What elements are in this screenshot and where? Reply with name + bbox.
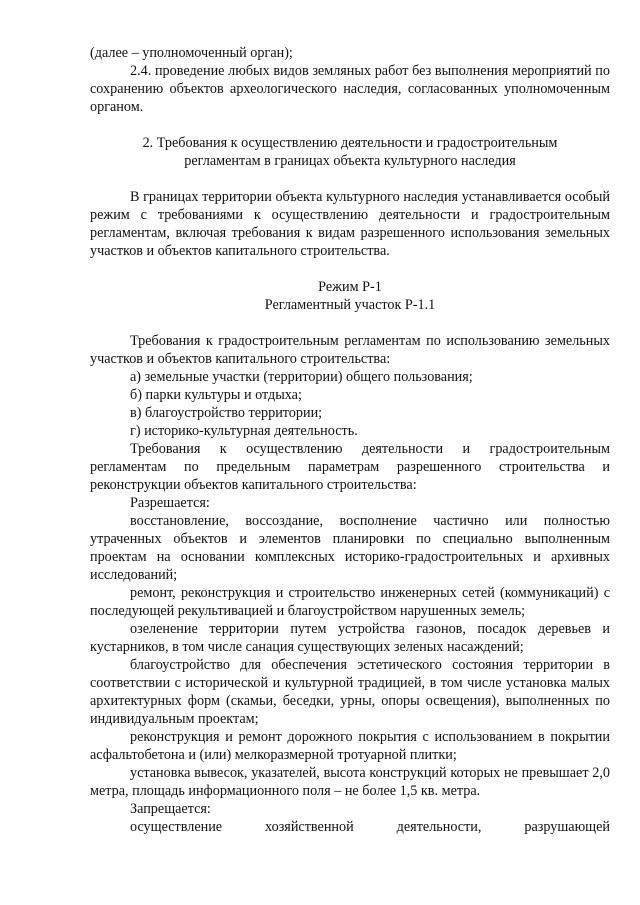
allowed-item: благоустройство для обеспечения эстетического состояния территории в соответствии с исторической и культурной традицией, в том числе установка малых архитектурных форм (скамьи, беседки, урны, опоры освещения), выполненных по индивидуальным проектам; bbox=[90, 657, 610, 727]
use-item: г) историко-культурная деятельность. bbox=[130, 423, 358, 439]
allowed-item: ремонт, реконструкция и строительство инженерных сетей (коммуникаций) с последующей рекультивацией и благоустройством нарушенных земель; bbox=[90, 585, 610, 619]
allowed-item: реконструкция и ремонт дорожного покрытия с использованием в покрытии асфальтобетона и (или) мелкоразмерной тротуарной плитки; bbox=[90, 729, 610, 763]
use-item: в) благоустройство территории; bbox=[130, 405, 323, 421]
allowed-label: Разрешается: bbox=[130, 495, 210, 511]
forbidden-label: Запрещается: bbox=[130, 801, 211, 817]
regime-subtitle: Регламентный участок Р-1.1 bbox=[264, 297, 436, 313]
regime-title: Режим Р-1 bbox=[318, 279, 382, 295]
allowed-item: установка вывесок, указателей, высота конструкций которых не превышает 2,0 метра, площадь информационного поля – не более 1,5 кв. метра. bbox=[90, 765, 610, 799]
item-2-4: 2.4. проведение любых видов земляных работ без выполнения мероприятий по сохранению объектов археологического наследия, согласованных уполномоченным органом. bbox=[90, 63, 610, 115]
document-page bbox=[90, 44, 610, 836]
section-heading-line2: регламентам в границах объекта культурного наследия bbox=[184, 153, 516, 169]
allowed-item: озеленение территории путем устройства газонов, посадок деревьев и кустарников, в том числе санация существующих зеленых насаждений; bbox=[90, 621, 610, 655]
use-item: б) парки культуры и отдыха; bbox=[130, 387, 302, 403]
params-requirements-intro: Требования к осуществлению деятельности и градостроительным регламентам по предельным параметрам разрешенного строительства и реконструкции объектов капитального строительства: bbox=[90, 441, 610, 493]
forbidden-item: осуществление хозяйственной деятельности, разрушающей bbox=[130, 819, 610, 835]
use-requirements-intro: Требования к градостроительным регламентам по использованию земельных участков и объектов капитального строительства: bbox=[90, 333, 610, 367]
allowed-item: восстановление, воссоздание, восполнение частично или полностью утраченных объектов и элементов планировки по специально выполненным проектам на основании комплексных историко-градостроительных и архивных исследований; bbox=[90, 513, 610, 583]
use-item: а) земельные участки (территории) общего пользования; bbox=[130, 369, 473, 385]
intro-line: (далее – уполномоченный орган); bbox=[90, 45, 293, 61]
section-paragraph: В границах территории объекта культурного наследия устанавливается особый режим с требованиями к осуществлению деятельности и градостроительным регламентам, включая требования к видам разрешенного использования земельных участков и объектов капитального строительства. bbox=[90, 189, 610, 259]
section-heading-line1: 2. Требования к осуществлению деятельности и градостроительным bbox=[142, 135, 558, 151]
